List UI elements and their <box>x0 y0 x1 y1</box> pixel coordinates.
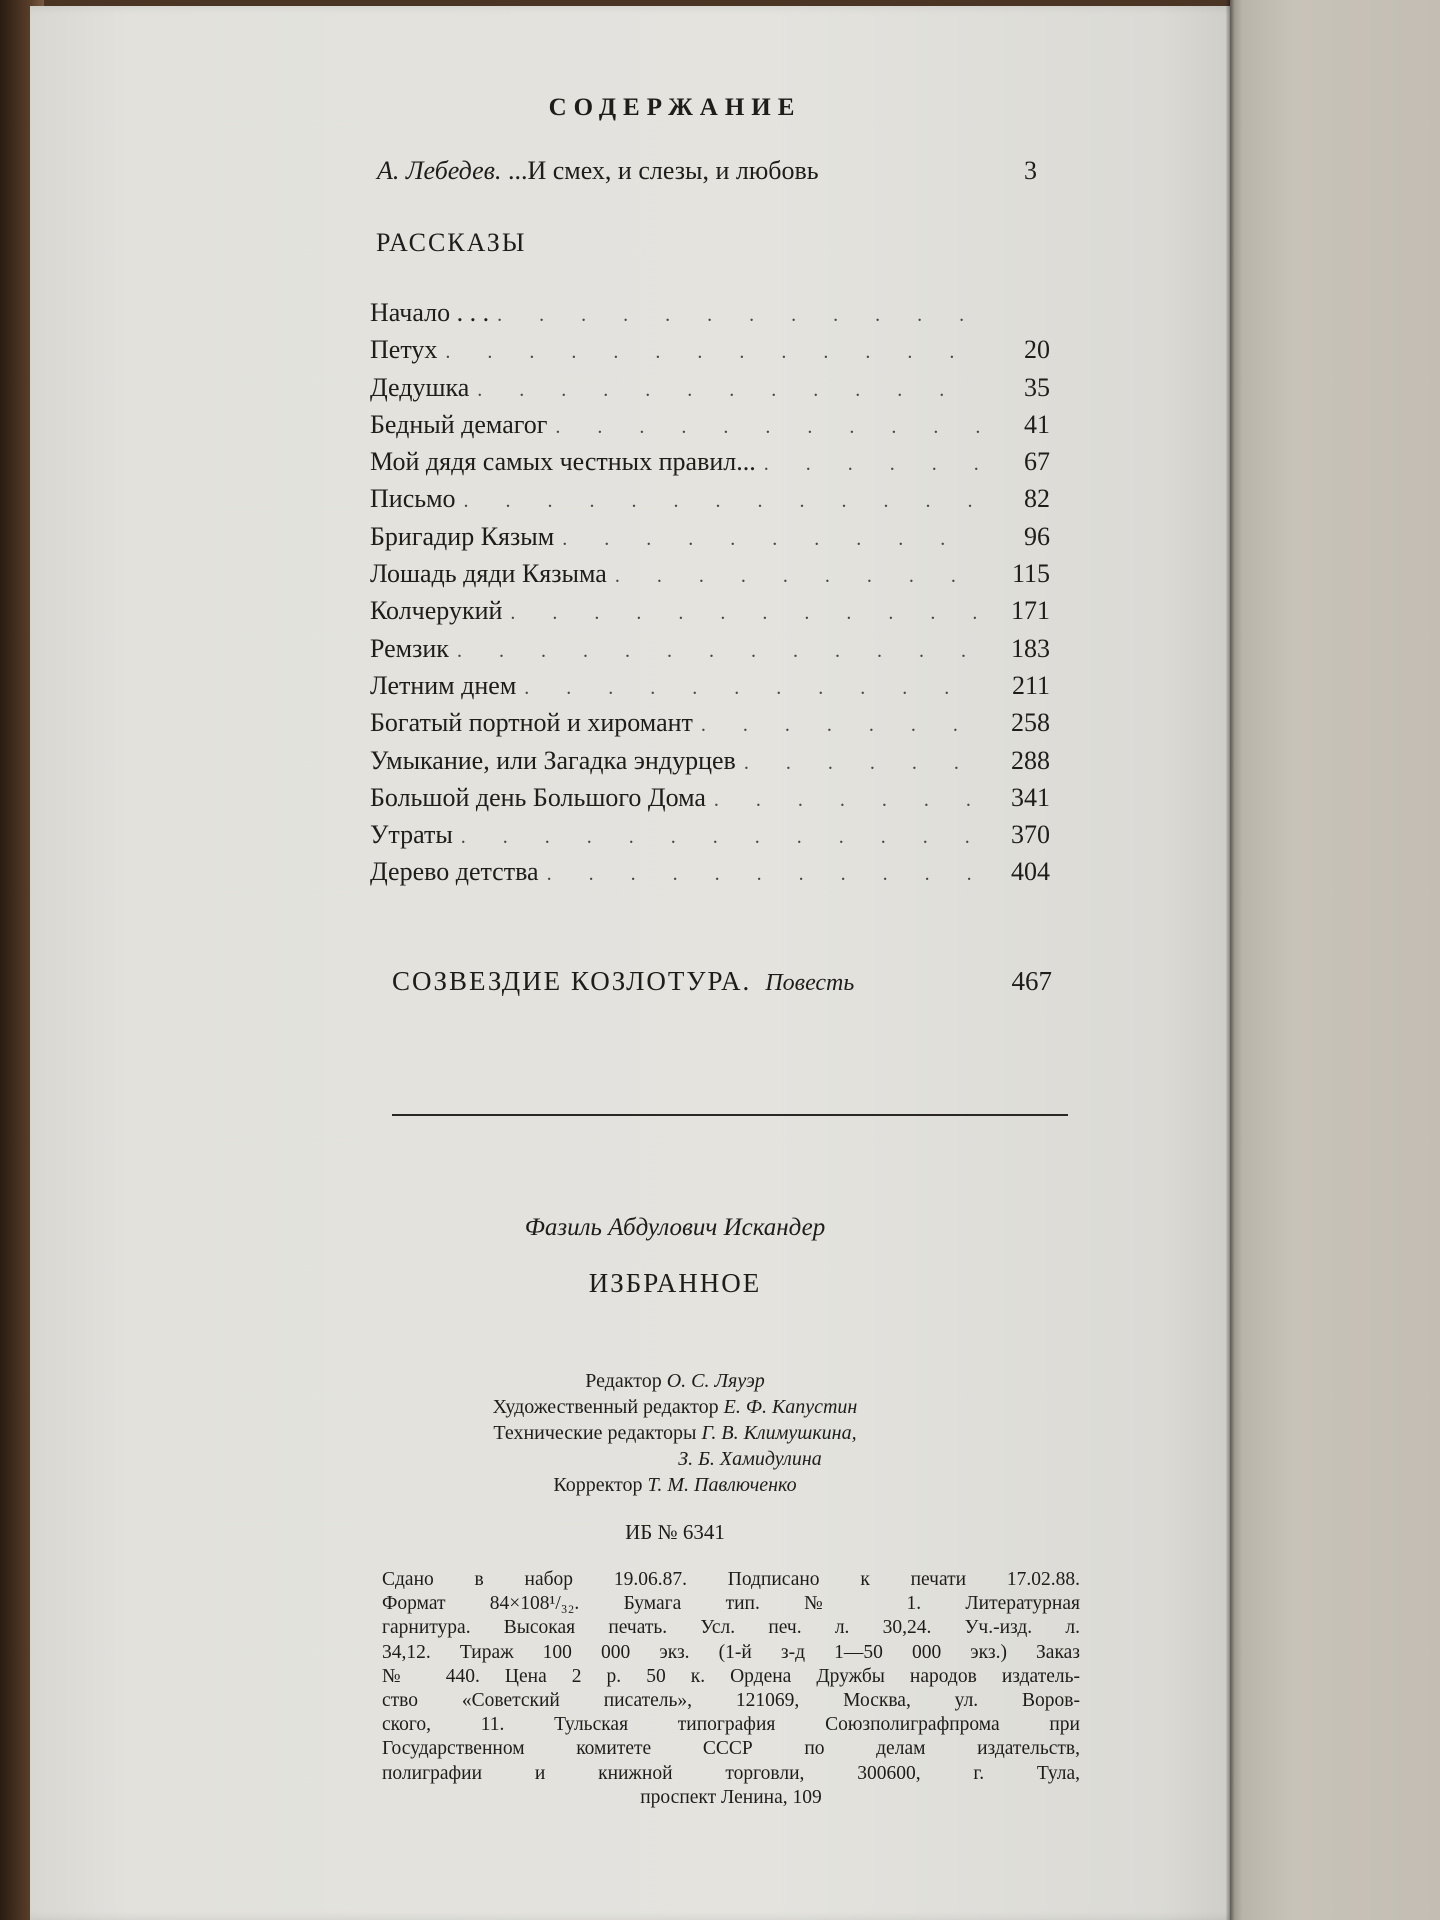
credit-label: Технические редакторы <box>493 1422 697 1444</box>
colophon-line: Государственном комитете СССР по делам издательств, <box>382 1738 1080 1760</box>
toc-entry-title: Бригадир Кязым <box>370 521 555 551</box>
leader-dots <box>555 409 980 446</box>
toc-entry-page: 370 <box>1011 820 1050 850</box>
toc-entry-page: 115 <box>1011 559 1050 589</box>
toc-entry <box>370 592 1050 629</box>
leader-dots <box>764 446 980 483</box>
colophon <box>382 1568 1080 1810</box>
colophon-line: № 440. Цена 2 р. 50 к. Ордена Дружбы народов издатель- <box>382 1665 1080 1687</box>
toc-entry-title: Утраты <box>370 820 453 850</box>
toc-entry <box>370 406 1050 443</box>
toc-entry-page: 404 <box>1011 857 1050 887</box>
toc-entry-title: Колчерукий <box>370 596 503 626</box>
toc-entry <box>370 331 1050 368</box>
leader-dots <box>615 558 980 595</box>
toc-entry-title: Начало . . . <box>370 298 490 327</box>
toc-heading: СОДЕРЖАНИЕ <box>548 94 802 121</box>
toc-entry-page: 211 <box>1011 670 1050 700</box>
toc-entry-title: Петух <box>370 335 438 365</box>
leader-dots <box>714 782 980 819</box>
toc-entry-title: Бедный демагог <box>370 409 548 439</box>
imprint-book-title: ИЗБРАННОЕ <box>588 1268 762 1298</box>
credit-label: Корректор <box>553 1474 643 1496</box>
leader-dots <box>701 707 980 744</box>
toc-entry-title: Летним днем <box>370 670 517 700</box>
colophon-line: полиграфии и книжной торговли, 300600, г. Тула, <box>382 1762 1080 1784</box>
toc-entry <box>370 443 1050 480</box>
toc-entry-title: Лошадь дяди Кязыма <box>370 559 607 589</box>
credit-editor <box>90 1368 1260 1394</box>
toc-entry-title: Дедушка <box>370 372 470 402</box>
toc-entry-title: Умыкание, или Загадка эндурцев <box>370 745 736 775</box>
colophon-line: ство «Советский писатель», 121069, Москва, ул. Воров- <box>382 1690 1080 1712</box>
toc-entry-title: Дерево детства <box>370 857 539 887</box>
intro-title: ...И смех, и слезы, и любовь <box>507 156 819 185</box>
toc-entry-page: 258 <box>1011 708 1050 738</box>
credit-person: Г. В. Климушкина, <box>701 1422 857 1444</box>
leader-dots <box>477 372 980 409</box>
novella-page-number: 467 <box>1011 966 1052 996</box>
ib-number: ИБ № 6341 <box>625 1520 725 1544</box>
novella-subtitle: Повесть <box>765 970 855 996</box>
toc-entry <box>370 816 1050 853</box>
toc-entry-title: Мой дядя самых честных правил... <box>370 447 756 477</box>
toc-entry <box>370 704 1050 741</box>
colophon-line: Формат 84×108¹/₃₂. Бумага тип. № 1. Литературная <box>382 1593 1080 1615</box>
section-title: РАССКАЗЫ <box>376 228 527 257</box>
toc-entry-title: Богатый портной и хиромант <box>370 708 693 738</box>
credit-art-editor <box>90 1394 1260 1420</box>
credit-label: Художественный редактор <box>492 1396 719 1418</box>
credit-proofreader <box>90 1472 1260 1498</box>
credit-label: Редактор <box>585 1370 662 1392</box>
toc-entry <box>370 480 1050 517</box>
toc-entry <box>370 853 1050 890</box>
toc-entry-page: 96 <box>1024 521 1050 551</box>
leader-dots <box>461 819 980 856</box>
book-page <box>30 6 1260 1920</box>
leader-dots <box>457 633 980 670</box>
credit-person: З. Б. Хамидулина <box>678 1448 822 1470</box>
toc-entry <box>370 667 1050 704</box>
toc-entry-page: 171 <box>1011 596 1050 626</box>
toc-entry <box>370 779 1050 816</box>
leader-dots <box>744 745 980 782</box>
toc-entry-page: 41 <box>1024 409 1050 439</box>
adjacent-page-edge <box>1230 0 1440 1920</box>
toc-entry-title: Письмо <box>370 484 456 514</box>
toc-entry <box>370 555 1050 592</box>
credit-person: Е. Ф. Капустин <box>723 1396 858 1418</box>
toc-entry-page: 82 <box>1024 484 1050 514</box>
credit-person: Т. М. Павлюченко <box>647 1474 797 1496</box>
credit-person: О. С. Ляуэр <box>666 1370 765 1392</box>
toc-entry-page: 341 <box>1011 782 1050 812</box>
colophon-line: ского, 11. Тульская типография Союзполиграфпрома при <box>382 1714 1080 1736</box>
leader-dots <box>562 521 980 558</box>
colophon-line: проспект Ленина, 109 <box>640 1786 822 1808</box>
toc-list <box>370 294 1050 891</box>
toc-entry-page: 35 <box>1024 372 1050 402</box>
toc-entry-page: 183 <box>1011 633 1050 663</box>
toc-intro-entry <box>377 156 1067 196</box>
toc-novella-entry <box>392 966 1052 997</box>
book-gutter <box>1226 0 1234 1920</box>
colophon-line: гарнитура. Высокая печать. Усл. печ. л. 30,24. Уч.-изд. л. <box>382 1617 1080 1639</box>
toc-entry-page: 20 <box>1024 335 1050 365</box>
toc-entry <box>370 630 1050 667</box>
intro-author: А. Лебедев. <box>377 156 502 185</box>
toc-entry <box>370 369 1050 406</box>
toc-entry-page: 67 <box>1024 447 1050 477</box>
toc-entry-title: Ремзик <box>370 633 449 663</box>
divider-rule <box>392 1114 1068 1116</box>
colophon-line: 34,12. Тираж 100 000 экз. (1-й з-д 1—50 000 экз.) Заказ <box>382 1641 1080 1663</box>
leader-dots <box>497 297 980 334</box>
colophon-line: Сдано в набор 19.06.87. Подписано к печати 17.02.88. <box>382 1569 1080 1590</box>
toc-entry <box>370 742 1050 779</box>
leader-dots <box>510 595 980 632</box>
novella-title: СОЗВЕЗДИЕ КОЗЛОТУРА. <box>392 966 752 996</box>
leader-dots <box>464 483 980 520</box>
credit-tech-editors <box>90 1420 1260 1446</box>
toc-entry-title: Большой день Большого Дома <box>370 782 706 812</box>
imprint-author: Фазиль Абдулович Искандер <box>524 1214 826 1241</box>
toc-entry <box>370 294 1050 331</box>
credit-tech-editor-2 <box>90 1446 1260 1472</box>
leader-dots <box>524 670 980 707</box>
leader-dots <box>445 334 980 371</box>
leader-dots <box>547 856 980 893</box>
toc-entry <box>370 518 1050 555</box>
imprint-credits <box>30 1368 1260 1498</box>
toc-entry-page: 288 <box>1011 745 1050 775</box>
intro-page-number: 3 <box>1024 156 1037 185</box>
